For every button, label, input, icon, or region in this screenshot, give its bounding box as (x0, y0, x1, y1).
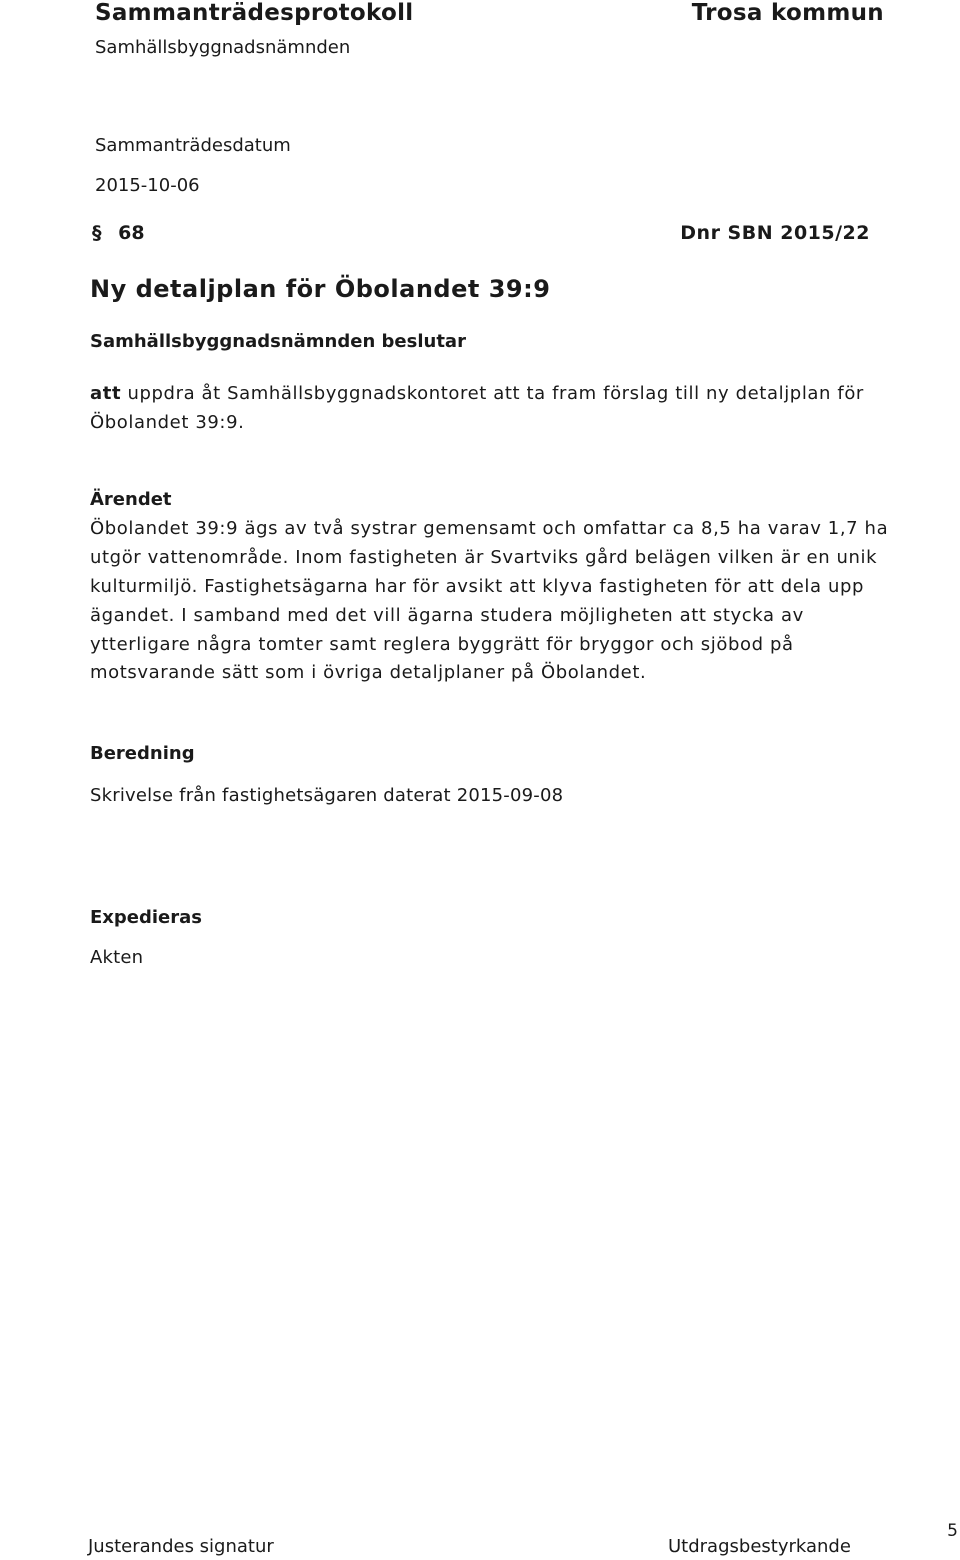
decision-line-1 (90, 383, 864, 404)
case-reference: Dnr SBN 2015/22 (680, 222, 870, 244)
decision-line-2: Öbolandet 39:9. (90, 412, 245, 433)
committee-name: Samhällsbyggnadsnämnden (95, 37, 351, 58)
document-type-title: Sammanträdesprotokoll (95, 0, 414, 26)
meeting-date: 2015-10-06 (95, 175, 200, 196)
matter-line: motsvarande sätt som i övriga detaljplaner på Öbolandet. (90, 662, 647, 683)
dispatch-heading: Expedieras (90, 907, 202, 928)
matter-line: ytterligare några tomter samt reglera byggrätt för bryggor och sjöbod på (90, 634, 794, 655)
meeting-date-label: Sammanträdesdatum (95, 135, 291, 156)
paragraph-number-row (92, 222, 145, 244)
preparation-text: Skrivelse från fastighetsägaren daterat 2015-09-08 (90, 785, 564, 806)
matter-line: ägandet. I samband med det vill ägarna studera möjligheten att stycka av (90, 605, 804, 626)
matter-heading: Ärendet (90, 489, 172, 510)
paragraph-number: 68 (118, 222, 145, 244)
decision-line-1-text: uppdra åt Samhällsbyggnadskontoret att ta fram förslag till ny detaljplan för (121, 383, 864, 404)
signature-label: Justerandes signatur (88, 1536, 274, 1557)
decision-heading: Samhällsbyggnadsnämnden beslutar (90, 331, 466, 352)
dispatch-text: Akten (90, 947, 144, 968)
matter-line: kulturmiljö. Fastighetsägarna har för avsikt att klyva fastigheten för att dela upp (90, 576, 865, 597)
matter-line: Öbolandet 39:9 ägs av två systrar gemensamt och omfattar ca 8,5 ha varav 1,7 ha (90, 518, 889, 539)
decision-lead-word: att (90, 383, 122, 404)
certification-label: Utdragsbestyrkande (668, 1536, 851, 1557)
matter-line: utgör vattenområde. Inom fastigheten är Svartviks gård belägen vilken är en unik (90, 547, 878, 568)
preparation-heading: Beredning (90, 743, 195, 764)
organization-name: Trosa kommun (691, 0, 884, 26)
page-number: 5 (947, 1521, 958, 1541)
item-title: Ny detaljplan för Öbolandet 39:9 (90, 275, 551, 303)
paragraph-symbol: § (92, 222, 102, 244)
